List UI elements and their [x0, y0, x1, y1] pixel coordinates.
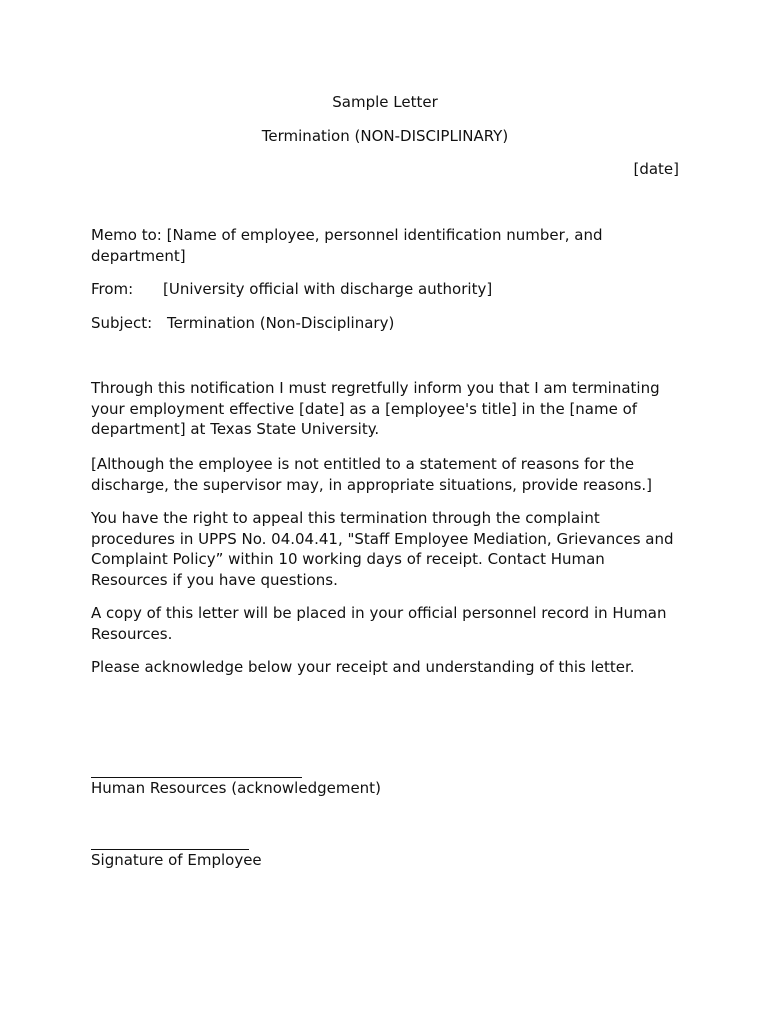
letter-date: [date]	[633, 160, 679, 178]
paragraph-line: You have the right to appeal this termination through the complaint	[91, 509, 600, 527]
memo-from-value: [University official with discharge authority]	[163, 280, 493, 298]
paragraph-line: Resources if you have questions.	[91, 570, 338, 589]
paragraph-line: your employment effective [date] as a [employee's title] in the [name of	[91, 399, 638, 418]
memo-from-label: From:	[91, 280, 134, 298]
employee-signature-line	[91, 849, 249, 850]
paragraph-line: procedures in UPPS No. 04.04.41, "Staff Employee Mediation, Grievances and	[91, 529, 674, 548]
memo-to-line: department]	[91, 246, 186, 265]
employee-signature-label: Signature of Employee	[91, 851, 262, 869]
paragraph-acknowledge	[91, 657, 686, 678]
paragraph-line: discharge, the supervisor may, in appropriate situations, provide reasons.]	[91, 475, 653, 494]
paragraph-line: Through this notification I must regretfully inform you that I am terminating	[91, 379, 660, 397]
paragraph-line: department] at Texas State University.	[91, 420, 380, 438]
paragraph-record	[91, 603, 686, 644]
paragraph-line: [Although the employee is not entitled to a statement of reasons for the	[91, 455, 635, 473]
letter-title: Sample Letter	[332, 93, 438, 111]
memo-to	[91, 225, 686, 266]
memo-subject	[91, 314, 394, 332]
memo-from	[91, 280, 492, 298]
paragraph-notification	[91, 378, 686, 440]
memo-subject-value: Termination (Non-Disciplinary)	[167, 314, 395, 332]
hr-signature-label: Human Resources (acknowledgement)	[91, 779, 381, 797]
paragraph-reasons	[91, 454, 686, 495]
letter-subtitle: Termination (NON-DISCIPLINARY)	[261, 127, 509, 145]
hr-signature-line	[91, 777, 302, 778]
paragraph-line: Complaint Policy” within 10 working days of receipt. Contact Human	[91, 550, 605, 568]
paragraph-appeal	[91, 508, 686, 590]
paragraph-line: Please acknowledge below your receipt and understanding of this letter.	[91, 658, 635, 676]
paragraph-line: A copy of this letter will be placed in your official personnel record in Human	[91, 604, 667, 622]
memo-to-line: Memo to: [Name of employee, personnel identification number, and	[91, 226, 603, 244]
paragraph-line: Resources.	[91, 624, 173, 643]
memo-subject-label: Subject:	[91, 314, 153, 332]
